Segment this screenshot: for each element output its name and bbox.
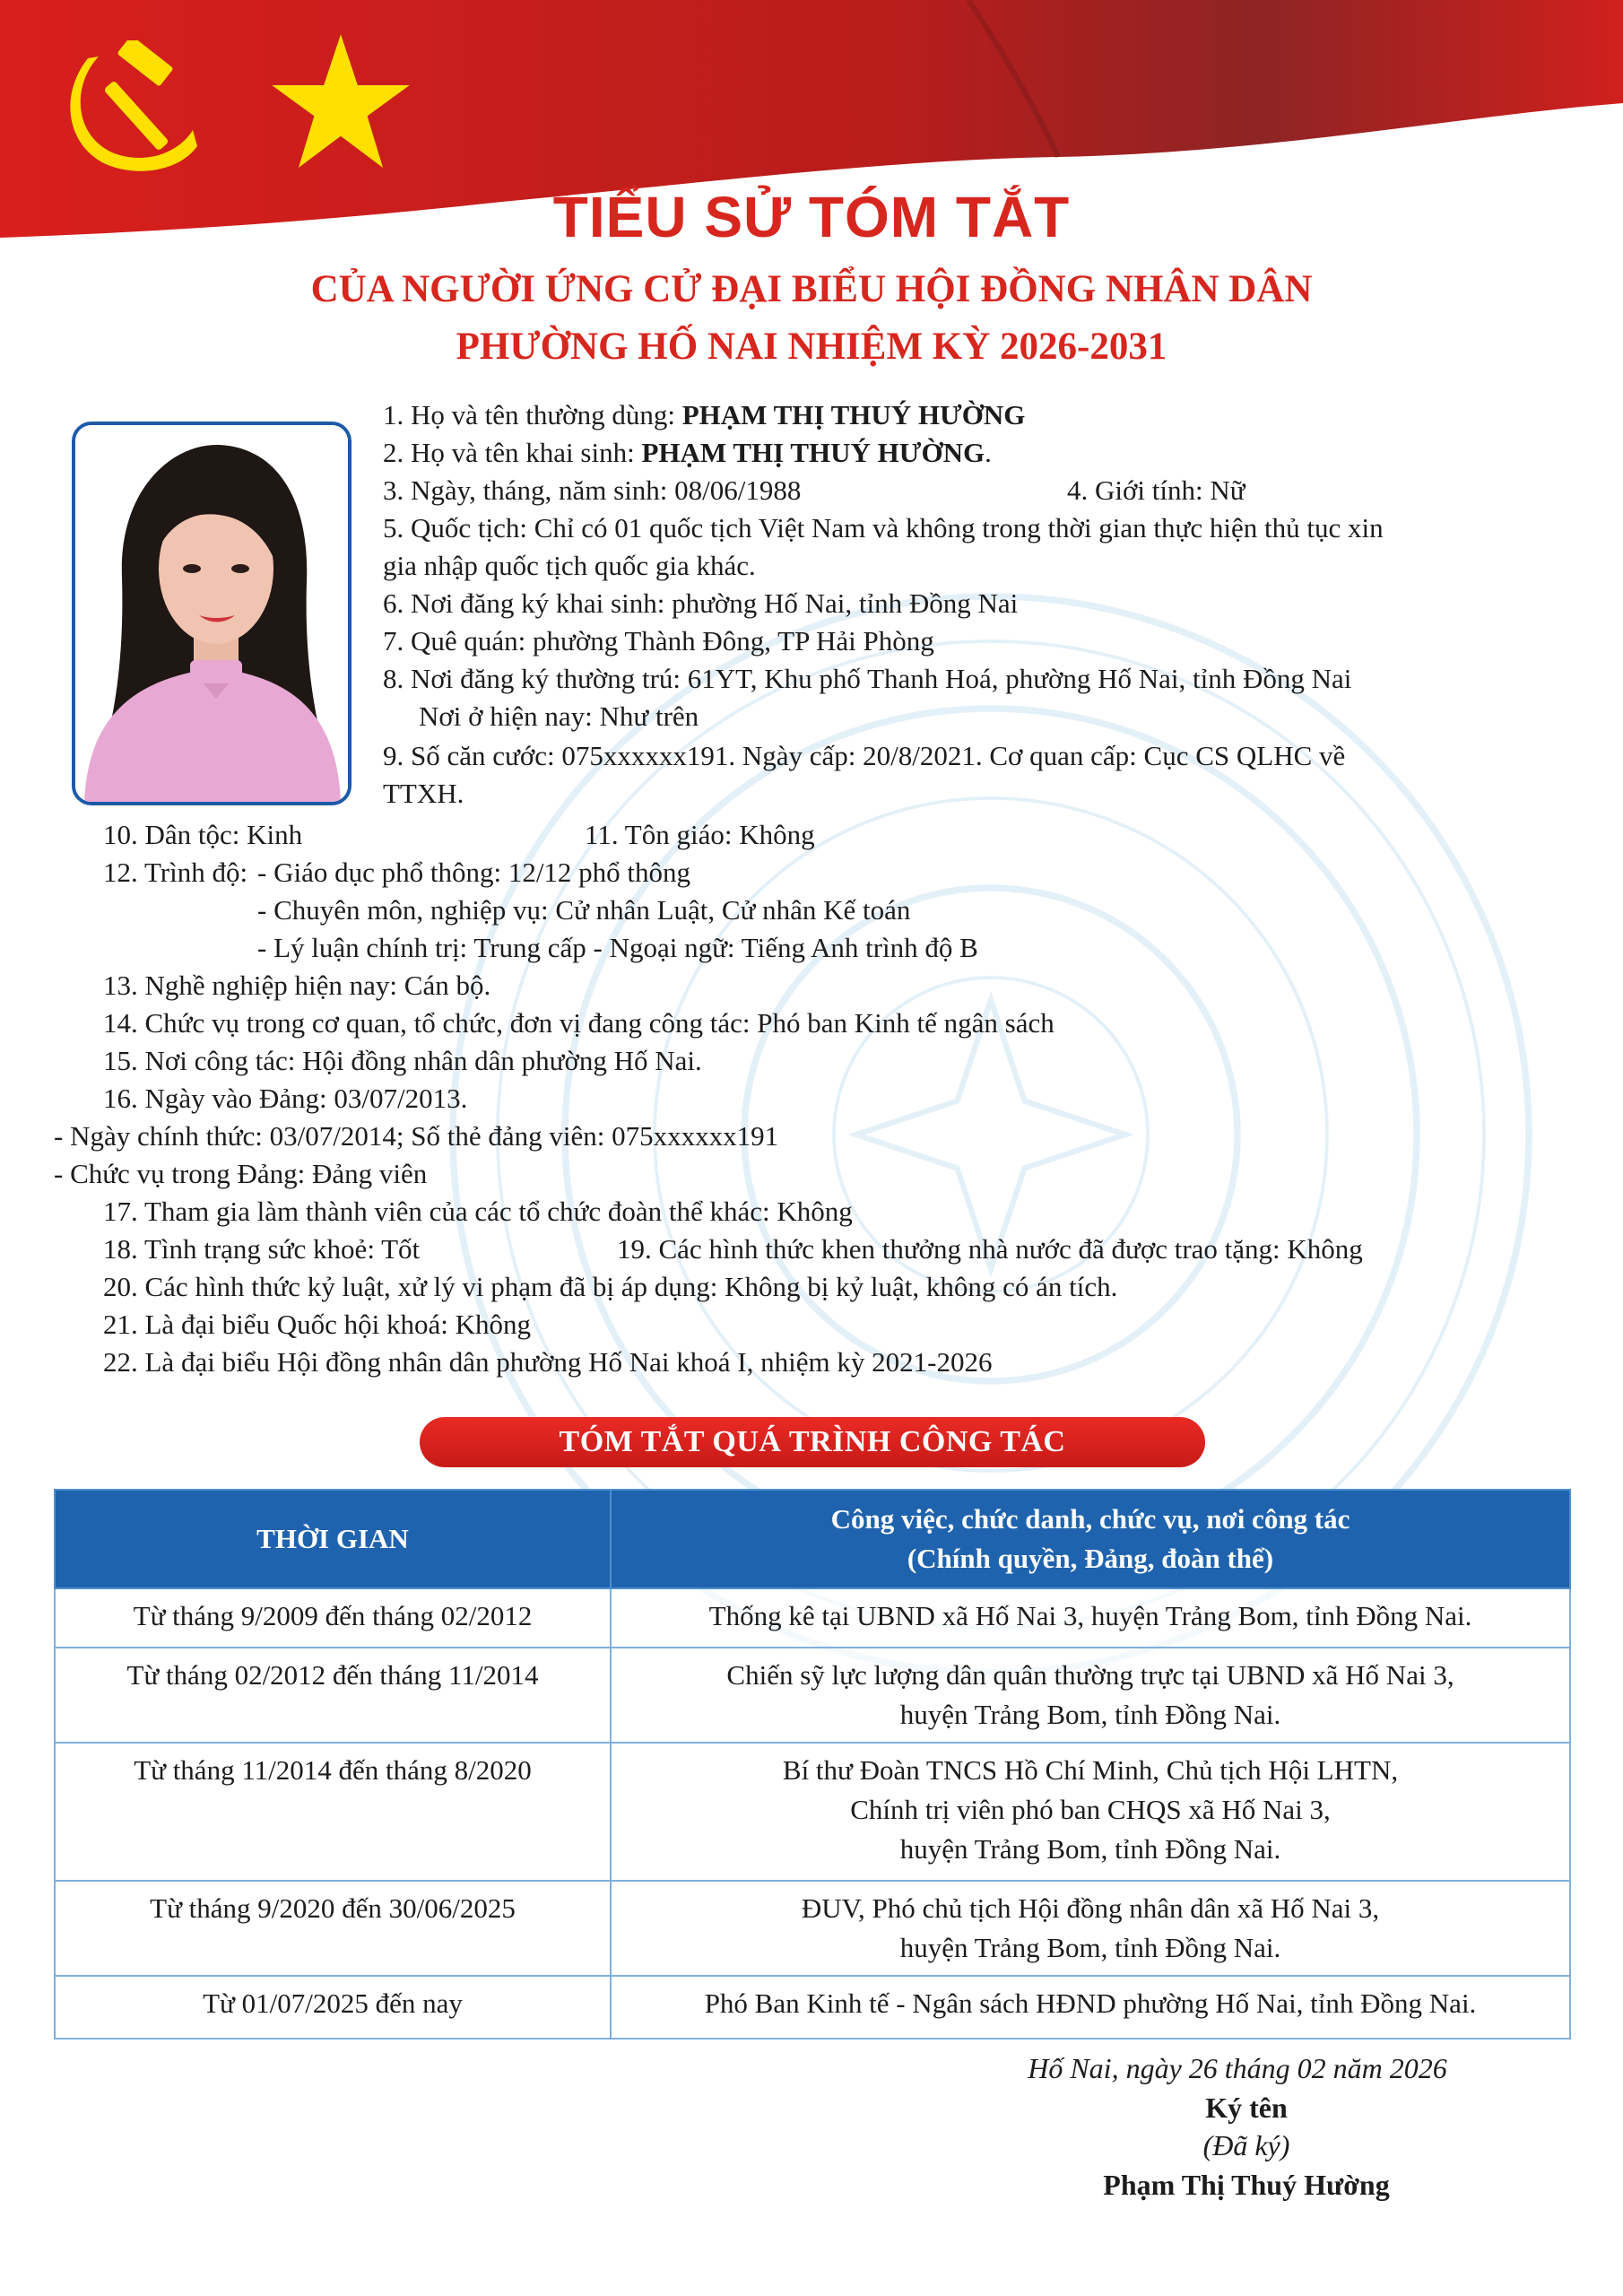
common-name-value: PHẠM THỊ THUÝ HƯỜNG <box>681 399 1026 430</box>
bio-party-position: - Chức vụ trong Đảng: Đảng viên <box>54 1158 428 1189</box>
table-row <box>55 1976 1570 2039</box>
column-header-description <box>611 1490 1570 1588</box>
bio-party-official-date: - Ngày chính thức: 03/07/2014; Số thẻ đảng viên: 075xxxxxx191 <box>54 1120 779 1152</box>
row-time: Từ tháng 11/2014 đến tháng 8/2020 <box>55 1743 611 1881</box>
bio-position: 14. Chức vụ trong cơ quan, tổ chức, đơn vị đang công tác: Phó ban Kinh tế ngân sách <box>103 1007 1055 1039</box>
page-subtitle-2: PHƯỜNG HỐ NAI NHIỆM KỲ 2026-2031 <box>456 326 1167 368</box>
row-description: Thống kê tại UBND xã Hố Nai 3, huyện Trảng Bom, tỉnh Đồng Nai. <box>611 1588 1570 1648</box>
signature-place-date: Hố Nai, ngày 26 tháng 02 năm 2026 <box>1028 2052 1447 2084</box>
bio-health: 18. Tình trạng sức khoẻ: Tốt <box>103 1233 421 1265</box>
row-description: ĐUV, Phó chủ tịch Hội đồng nhân dân xã Hố Nai 3, huyện Trảng Bom, tỉnh Đồng Nai. <box>611 1881 1570 1976</box>
bio-ethnicity: 10. Dân tộc: Kinh <box>103 819 303 850</box>
page-title: TIỂU SỬ TÓM TẮT <box>552 185 1071 249</box>
bio-education-professional: - Chuyên môn, nghiệp vụ: Cử nhân Luật, Cử nhân Kế toán <box>257 894 911 926</box>
bio-organizations: 17. Tham gia làm thành viên của các tổ chức đoàn thể khác: Không <box>103 1196 853 1227</box>
bio-nationality-cont: gia nhập quốc tịch quốc gia khác. <box>383 550 756 581</box>
bio-common-name: 1. Họ và tên thường dùng: PHẠM THỊ THUÝ HƯỜNG <box>383 399 1026 430</box>
row-time: Từ tháng 9/2009 đến tháng 02/2012 <box>55 1588 611 1648</box>
bio-birth-name: 2. Họ và tên khai sinh: PHẠM THỊ THUÝ HƯỜNG. <box>383 437 992 468</box>
bio-religion: 11. Tôn giáo: Không <box>585 819 815 850</box>
bio-education-political: - Lý luận chính trị: Trung cấp - Ngoại ngữ: Tiếng Anh trình độ B <box>257 932 978 963</box>
row-description: Phó Ban Kinh tế - Ngân sách HĐND phường Hố Nai, tỉnh Đồng Nai. <box>611 1976 1570 2039</box>
bio-national-assembly: 21. Là đại biểu Quốc hội khoá: Không <box>103 1309 531 1340</box>
table-row <box>55 1588 1570 1648</box>
bio-gender: 4. Giới tính: Nữ <box>1067 474 1245 506</box>
bio-education-label: 12. Trình độ: <box>103 857 248 888</box>
bio-id-card-cont: TTXH. <box>383 778 464 809</box>
bio-occupation: 13. Nghề nghiệp hiện nay: Cán bộ. <box>103 970 491 1001</box>
bio-discipline: 20. Các hình thức kỷ luật, xử lý vi phạm đã bị áp dụng: Không bị kỷ luật, không có án tích. <box>103 1271 1118 1302</box>
bio-party-join-date: 16. Ngày vào Đảng: 03/07/2013. <box>103 1083 468 1114</box>
column-header-time: THỜI GIAN <box>55 1490 611 1588</box>
bio-education-general: - Giáo dục phổ thông: 12/12 phổ thông <box>257 857 691 888</box>
bio-current-residence: Nơi ở hiện nay: Như trên <box>419 700 699 732</box>
row-description: Chiến sỹ lực lượng dân quân thường trực tại UBND xã Hố Nai 3, huyện Trảng Bom, tỉnh Đồng Nai. <box>611 1648 1570 1743</box>
bio-birth-date: 3. Ngày, tháng, năm sinh: 08/06/1988 <box>383 474 802 506</box>
column-header-description-line-1: Công việc, chức danh, chức vụ, nơi công tác <box>830 1503 1350 1535</box>
table-row <box>55 1881 1570 1976</box>
row-time: Từ tháng 9/2020 đến 30/06/2025 <box>55 1881 611 1976</box>
bio-permanent-residence: 8. Nơi đăng ký thường trú: 61YT, Khu phố Thanh Hoá, phường Hố Nai, tỉnh Đồng Nai <box>383 663 1352 694</box>
page-subtitle-1: CỦA NGƯỜI ỨNG CỬ ĐẠI BIỂU HỘI ĐỒNG NHÂN DÂN <box>310 268 1313 310</box>
bio-nationality: 5. Quốc tịch: Chỉ có 01 quốc tịch Việt Nam và không trong thời gian thực hiện thủ tục xin <box>383 512 1384 544</box>
table-header-row <box>55 1490 1570 1588</box>
table-row <box>55 1648 1570 1743</box>
birth-name-value: PHẠM THỊ THUÝ HƯỜNG <box>641 437 985 468</box>
row-time: Từ 01/07/2025 đến nay <box>55 1976 611 2039</box>
column-header-description-line-2: (Chính quyền, Đảng, đoàn thể) <box>907 1543 1274 1574</box>
bio-hometown: 7. Quê quán: phường Thành Đông, TP Hải Phòng <box>383 625 934 657</box>
row-time: Từ tháng 02/2012 đến tháng 11/2014 <box>55 1648 611 1743</box>
bio-council-member: 22. Là đại biểu Hội đồng nhân dân phường Hố Nai khoá I, nhiệm kỳ 2021-2026 <box>103 1346 993 1378</box>
work-history-table <box>54 1489 1571 2039</box>
bio-awards: 19. Các hình thức khen thưởng nhà nước đã được trao tặng: Không <box>617 1233 1363 1265</box>
row-description: Bí thư Đoàn TNCS Hồ Chí Minh, Chủ tịch Hội LHTN, Chính trị viên phó ban CHQS xã Hố Nai 3, huyện Trảng Bom, tỉnh Đồng Nai. <box>611 1743 1570 1881</box>
signature-signed-note: (Đã ký) <box>1202 2129 1290 2161</box>
bio-workplace: 15. Nơi công tác: Hội đồng nhân dân phường Hố Nai. <box>103 1045 702 1076</box>
signature-label: Ký tên <box>1205 2092 1288 2124</box>
work-history-heading: TÓM TẮT QUÁ TRÌNH CÔNG TÁC <box>420 1417 1205 1467</box>
signature-name: Phạm Thị Thuý Hường <box>1103 2169 1390 2201</box>
bio-birth-registration: 6. Nơi đăng ký khai sinh: phường Hố Nai, tỉnh Đồng Nai <box>383 587 1019 619</box>
table-row <box>55 1743 1570 1881</box>
bio-id-card: 9. Số căn cước: 075xxxxxx191. Ngày cấp: 20/8/2021. Cơ quan cấp: Cục CS QLHC về <box>383 740 1346 771</box>
